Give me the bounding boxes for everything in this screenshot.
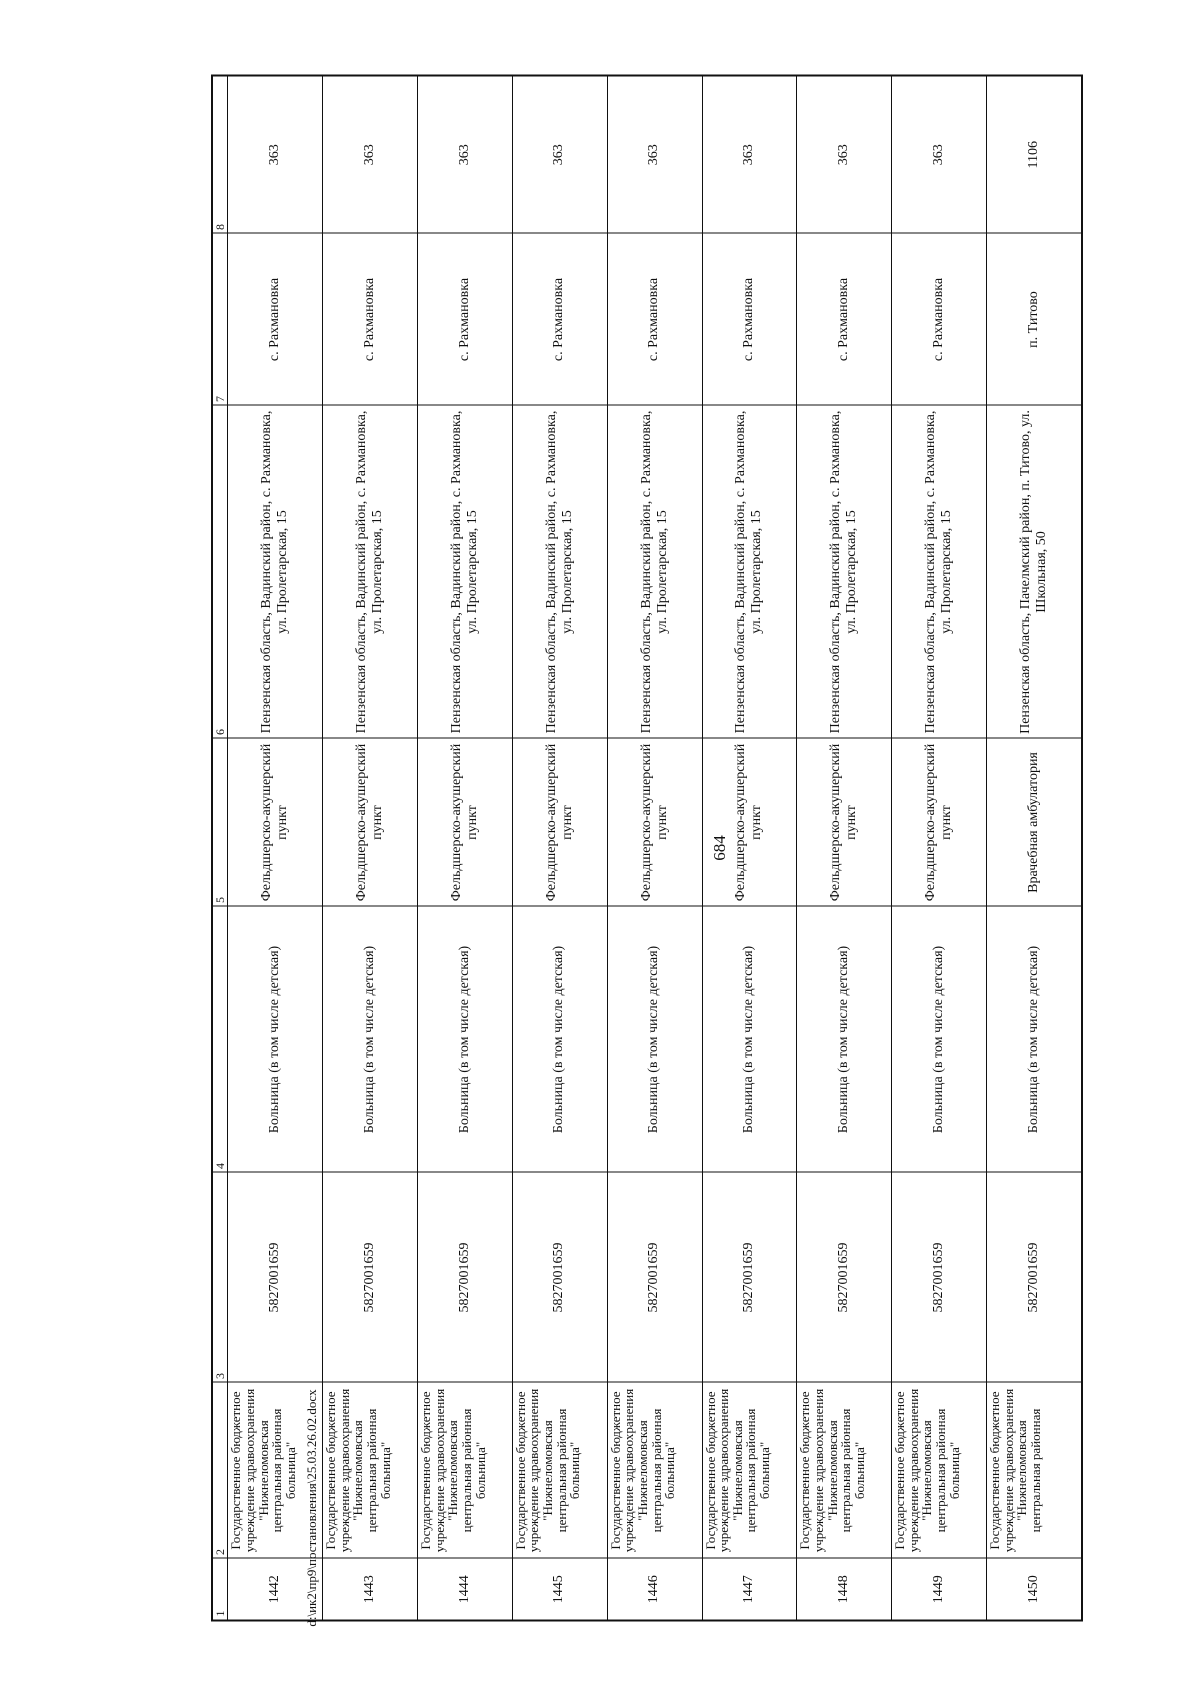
organization-line: "Нижнеломовская (729, 1420, 745, 1521)
organization-line: центральная районная (458, 1408, 474, 1533)
organization-cell (607, 1383, 702, 1559)
row-number-cell: 1447 (702, 1559, 797, 1621)
organization-line: больница" (377, 1441, 393, 1500)
organization-cell (702, 1383, 797, 1559)
organization-line: учреждение здравоохранения (811, 1388, 826, 1553)
row-number-cell: 1449 (892, 1559, 987, 1621)
table-row (607, 76, 702, 1621)
address-cell: Пензенская область, Пачелмский район, п. Титово, ул. Школьная, 50 (987, 406, 1082, 739)
inn-cell: 5827001659 (797, 1173, 892, 1383)
locality-cell: п. Титово (987, 234, 1082, 406)
file-path-footer: d:\ик2\пр9\постановления\25.03.26.02.docx (304, 1389, 319, 1627)
organization-line: "Нижнеломовская (919, 1420, 935, 1521)
organization-line: больница" (946, 1441, 962, 1500)
inn-cell: 5827001659 (228, 1173, 323, 1383)
column-number: 8 (212, 76, 228, 234)
column-number: 7 (212, 234, 228, 406)
table-row (512, 76, 607, 1621)
organization-line: "Нижнеломовская (824, 1420, 840, 1521)
organization-line: центральная районная (269, 1408, 285, 1533)
facility-type-cell: Фельдшерско-акушерский пункт (892, 739, 987, 907)
organization-line: учреждение здравоохранения (241, 1388, 257, 1553)
institution-type-cell: Больница (в том числе детская) (228, 907, 323, 1173)
organization-line: Государственное бюджетное (417, 1391, 433, 1550)
code-cell: 363 (892, 76, 987, 234)
inn-cell: 5827001659 (323, 1173, 418, 1383)
organization-line: Государственное бюджетное (323, 1391, 339, 1550)
address-cell: Пензенская область, Вадинский район, с. Рахмановка, ул. Пролетарская, 15 (417, 406, 512, 739)
organization-line: больница" (662, 1441, 678, 1500)
institution-type-cell: Больница (в том числе детская) (702, 907, 797, 1173)
facility-type-cell: Фельдшерско-акушерский пункт (607, 739, 702, 907)
institution-type-cell: Больница (в том числе детская) (797, 907, 892, 1173)
column-number: 3 (212, 1173, 228, 1383)
row-number-cell: 1444 (417, 1559, 512, 1621)
facility-type-cell: Фельдшерско-акушерский пункт (702, 739, 797, 907)
organization-line: учреждение здравоохранения (336, 1388, 352, 1553)
organization-line: учреждение здравоохранения (621, 1388, 637, 1553)
locality-cell: с. Рахмановка (892, 234, 987, 406)
organization-line: Государственное бюджетное (702, 1391, 718, 1550)
organization-line: больница" (567, 1441, 583, 1500)
facility-type-cell: Фельдшерско-акушерский пункт (797, 739, 892, 907)
locality-cell: с. Рахмановка (797, 234, 892, 406)
address-cell: Пензенская область, Вадинский район, с. Рахмановка, ул. Пролетарская, 15 (702, 406, 797, 739)
facility-type-cell: Фельдшерско-акушерский пункт (228, 739, 323, 907)
organization-line: больница" (851, 1441, 867, 1500)
code-cell: 363 (797, 76, 892, 234)
organization-cell (512, 1383, 607, 1559)
organization-line: "Нижнеломовская (1014, 1420, 1030, 1521)
table-row (702, 76, 797, 1621)
institution-type-cell: Больница (в том числе детская) (417, 907, 512, 1173)
column-number-row (212, 76, 228, 1621)
facility-type-cell: Фельдшерско-акушерский пункт (417, 739, 512, 907)
page-number: 684 (710, 835, 729, 861)
organization-line: центральная районная (743, 1408, 759, 1533)
organization-line: Государственное бюджетное (512, 1391, 528, 1550)
table-row (892, 76, 987, 1621)
organization-line: больница" (472, 1441, 488, 1500)
facility-type-cell: Врачебная амбулатория (987, 739, 1082, 907)
inn-cell: 5827001659 (607, 1173, 702, 1383)
address-cell: Пензенская область, Вадинский район, с. Рахмановка, ул. Пролетарская, 15 (892, 406, 987, 739)
code-cell: 363 (607, 76, 702, 234)
registry-table (211, 75, 1083, 1622)
institution-type-cell: Больница (в том числе детская) (892, 907, 987, 1173)
organization-line: центральная районная (648, 1408, 664, 1533)
facility-type-cell: Фельдшерско-акушерский пункт (323, 739, 418, 907)
locality-cell: с. Рахмановка (323, 234, 418, 406)
inn-cell: 5827001659 (892, 1173, 987, 1383)
address-cell: Пензенская область, Вадинский район, с. Рахмановка, ул. Пролетарская, 15 (797, 406, 892, 739)
organization-cell (987, 1383, 1082, 1559)
organization-line: учреждение здравоохранения (716, 1388, 732, 1553)
organization-line: учреждение здравоохранения (905, 1388, 921, 1553)
table-body (212, 76, 1082, 1621)
inn-cell: 5827001659 (512, 1173, 607, 1383)
code-cell: 363 (228, 76, 323, 234)
code-cell: 363 (417, 76, 512, 234)
organization-cell (417, 1383, 512, 1559)
organization-cell (797, 1383, 892, 1559)
address-cell: Пензенская область, Вадинский район, с. Рахмановка, ул. Пролетарская, 15 (228, 406, 323, 739)
organization-line: центральная районная (364, 1408, 380, 1533)
inn-cell: 5827001659 (417, 1173, 512, 1383)
code-cell: 1106 (987, 76, 1082, 234)
organization-line: Государственное бюджетное (987, 1391, 1003, 1550)
institution-type-cell: Больница (в том числе детская) (512, 907, 607, 1173)
locality-cell: с. Рахмановка (417, 234, 512, 406)
table-row (797, 76, 892, 1621)
institution-type-cell: Больница (в том числе детская) (323, 907, 418, 1173)
table-row (417, 76, 512, 1621)
organization-cell (892, 1383, 987, 1559)
locality-cell: с. Рахмановка (607, 234, 702, 406)
address-cell: Пензенская область, Вадинский район, с. Рахмановка, ул. Пролетарская, 15 (512, 406, 607, 739)
organization-line: "Нижнеломовская (540, 1420, 556, 1521)
row-number-cell: 1446 (607, 1559, 702, 1621)
locality-cell: с. Рахмановка (512, 234, 607, 406)
facility-type-cell: Фельдшерско-акушерский пункт (512, 739, 607, 907)
organization-line: "Нижнеломовская (634, 1420, 650, 1521)
column-number: 1 (212, 1559, 228, 1621)
institution-type-cell: Больница (в том числе детская) (607, 907, 702, 1173)
organization-line: Государственное бюджетное (228, 1391, 244, 1550)
column-number: 2 (212, 1383, 228, 1559)
organization-line: больница" (282, 1441, 298, 1500)
address-cell: Пензенская область, Вадинский район, с. Рахмановка, ул. Пролетарская, 15 (323, 406, 418, 739)
organization-line: центральная районная (1027, 1408, 1043, 1533)
organization-line: учреждение здравоохранения (1000, 1388, 1016, 1553)
table-row (323, 76, 418, 1621)
organization-line: "Нижнеломовская (255, 1420, 271, 1521)
column-number: 4 (212, 907, 228, 1173)
organization-line: больница" (757, 1441, 773, 1500)
locality-cell: с. Рахмановка (702, 234, 797, 406)
code-cell: 363 (323, 76, 418, 234)
organization-line: "Нижнеломовская (445, 1420, 461, 1521)
row-number-cell: 1450 (987, 1559, 1082, 1621)
organization-line: "Нижнеломовская (350, 1420, 366, 1521)
organization-line: центральная районная (933, 1408, 949, 1533)
organization-line: Государственное бюджетное (892, 1391, 908, 1550)
organization-line: центральная районная (838, 1408, 854, 1533)
column-number: 6 (212, 406, 228, 739)
row-number-cell: 1448 (797, 1559, 892, 1621)
institution-type-cell: Больница (в том числе детская) (987, 907, 1082, 1173)
column-number: 5 (212, 739, 228, 907)
address-cell: Пензенская область, Вадинский район, с. Рахмановка, ул. Пролетарская, 15 (607, 406, 702, 739)
organization-line: учреждение здравоохранения (431, 1388, 447, 1553)
row-number-cell: 1443 (323, 1559, 418, 1621)
table-row (987, 76, 1082, 1621)
inn-cell: 5827001659 (702, 1173, 797, 1383)
organization-line: центральная районная (553, 1408, 569, 1533)
registry-table-wrapper (211, 77, 1083, 1622)
organization-cell (323, 1383, 418, 1559)
row-number-cell: 1442 (228, 1559, 323, 1621)
organization-line: Государственное бюджетное (797, 1391, 813, 1550)
code-cell: 363 (702, 76, 797, 234)
code-cell: 363 (512, 76, 607, 234)
inn-cell: 5827001659 (987, 1173, 1082, 1383)
organization-line: учреждение здравоохранения (526, 1388, 542, 1553)
locality-cell: с. Рахмановка (228, 234, 323, 406)
organization-line: Государственное бюджетное (607, 1391, 623, 1550)
row-number-cell: 1445 (512, 1559, 607, 1621)
